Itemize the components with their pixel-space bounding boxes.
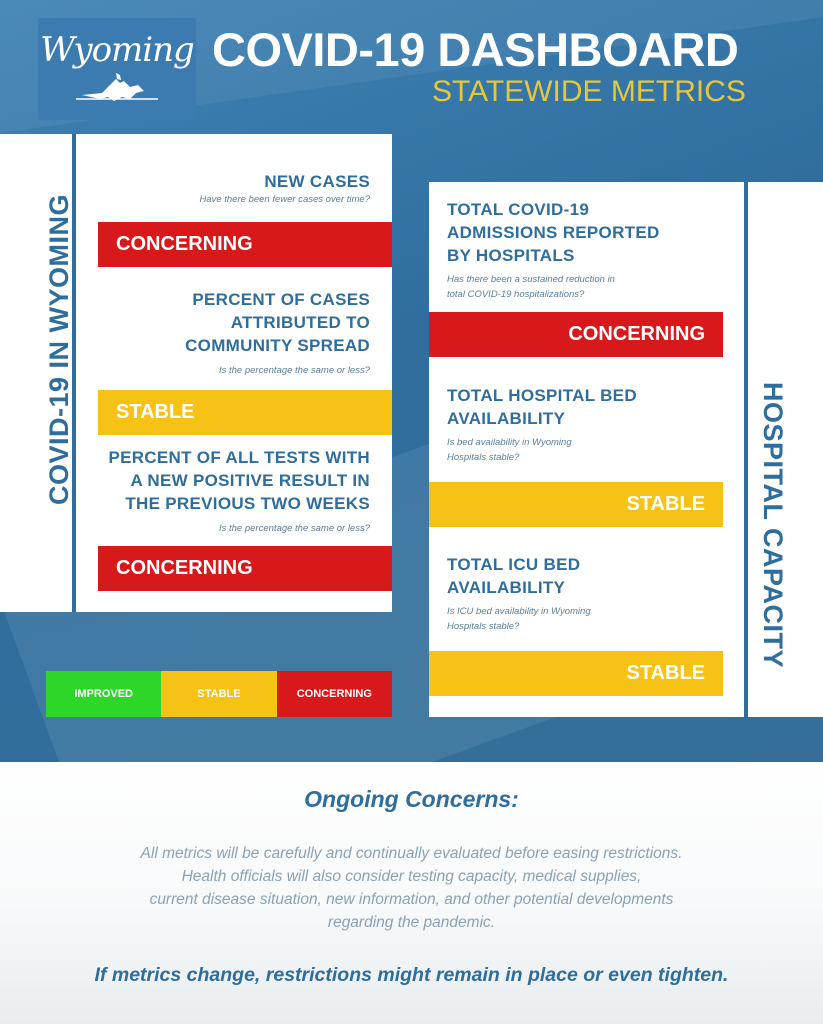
metric-question: Is the percentage the same or less?	[218, 365, 370, 376]
status-badge-concerning: CONCERNING	[98, 222, 392, 267]
metric-title-hospital-admissions: TOTAL COVID-19 ADMISSIONS REPORTED BY HOSPITALS	[447, 200, 660, 265]
hospital-capacity-panel	[429, 182, 744, 717]
page-title: COVID-19 DASHBOARD	[212, 23, 739, 76]
section-label-covid-in-wyoming: COVID-19 IN WYOMING	[44, 193, 74, 505]
metric-title-hospital-beds: TOTAL HOSPITAL BED AVAILABILITY	[447, 386, 637, 428]
metric-title-positive-tests: PERCENT OF ALL TESTS WITH A NEW POSITIVE RESULT IN THE PREVIOUS TWO WEEKS	[108, 448, 370, 513]
metric-question: Has there been a sustained reduction in total COVID-19 hospitalizations?	[447, 274, 615, 300]
metric-question: Is the percentage the same or less?	[218, 523, 370, 534]
metric-title-new-cases: NEW CASES	[264, 172, 370, 191]
bucking-horse-icon	[72, 71, 162, 105]
status-badge-concerning: CONCERNING	[429, 312, 723, 357]
ongoing-concerns-section	[0, 762, 823, 1024]
metric-title-community-spread: PERCENT OF CASES ATTRIBUTED TO COMMUNITY SPREAD	[185, 290, 370, 355]
status-legend	[46, 671, 392, 717]
status-badge-stable: STABLE	[429, 482, 723, 527]
status-badge-stable: STABLE	[98, 390, 392, 435]
ongoing-concerns-title: Ongoing Concerns:	[304, 786, 519, 812]
status-badge-concerning: CONCERNING	[98, 546, 392, 591]
section-label-hospital-capacity: HOSPITAL CAPACITY	[758, 382, 788, 669]
logo-text: Wyoming	[40, 30, 194, 70]
metric-question: Is bed availability in Wyoming Hospitals stable?	[447, 437, 572, 463]
metric-title-icu-beds: TOTAL ICU BED AVAILABILITY	[447, 555, 581, 597]
legend-improved: IMPROVED	[46, 671, 161, 717]
status-badge-stable: STABLE	[429, 651, 723, 696]
page-subtitle: STATEWIDE METRICS	[432, 75, 746, 108]
wyoming-logo	[38, 18, 196, 120]
legend-concerning: CONCERNING	[277, 671, 392, 717]
metric-question: Have there been fewer cases over time?	[199, 194, 370, 205]
ongoing-concerns-footer: If metrics change, restrictions might remain in place or even tighten.	[94, 964, 729, 986]
ongoing-concerns-body: All metrics will be carefully and continually evaluated before easing restrictions. Health officials will also consider testing capacity, medical supplies, current disease situation, new information, and other potential developments regarding the pandemic.	[140, 845, 683, 931]
metric-question: Is ICU bed availability in Wyoming Hospitals stable?	[447, 606, 591, 632]
legend-stable: STABLE	[161, 671, 276, 717]
